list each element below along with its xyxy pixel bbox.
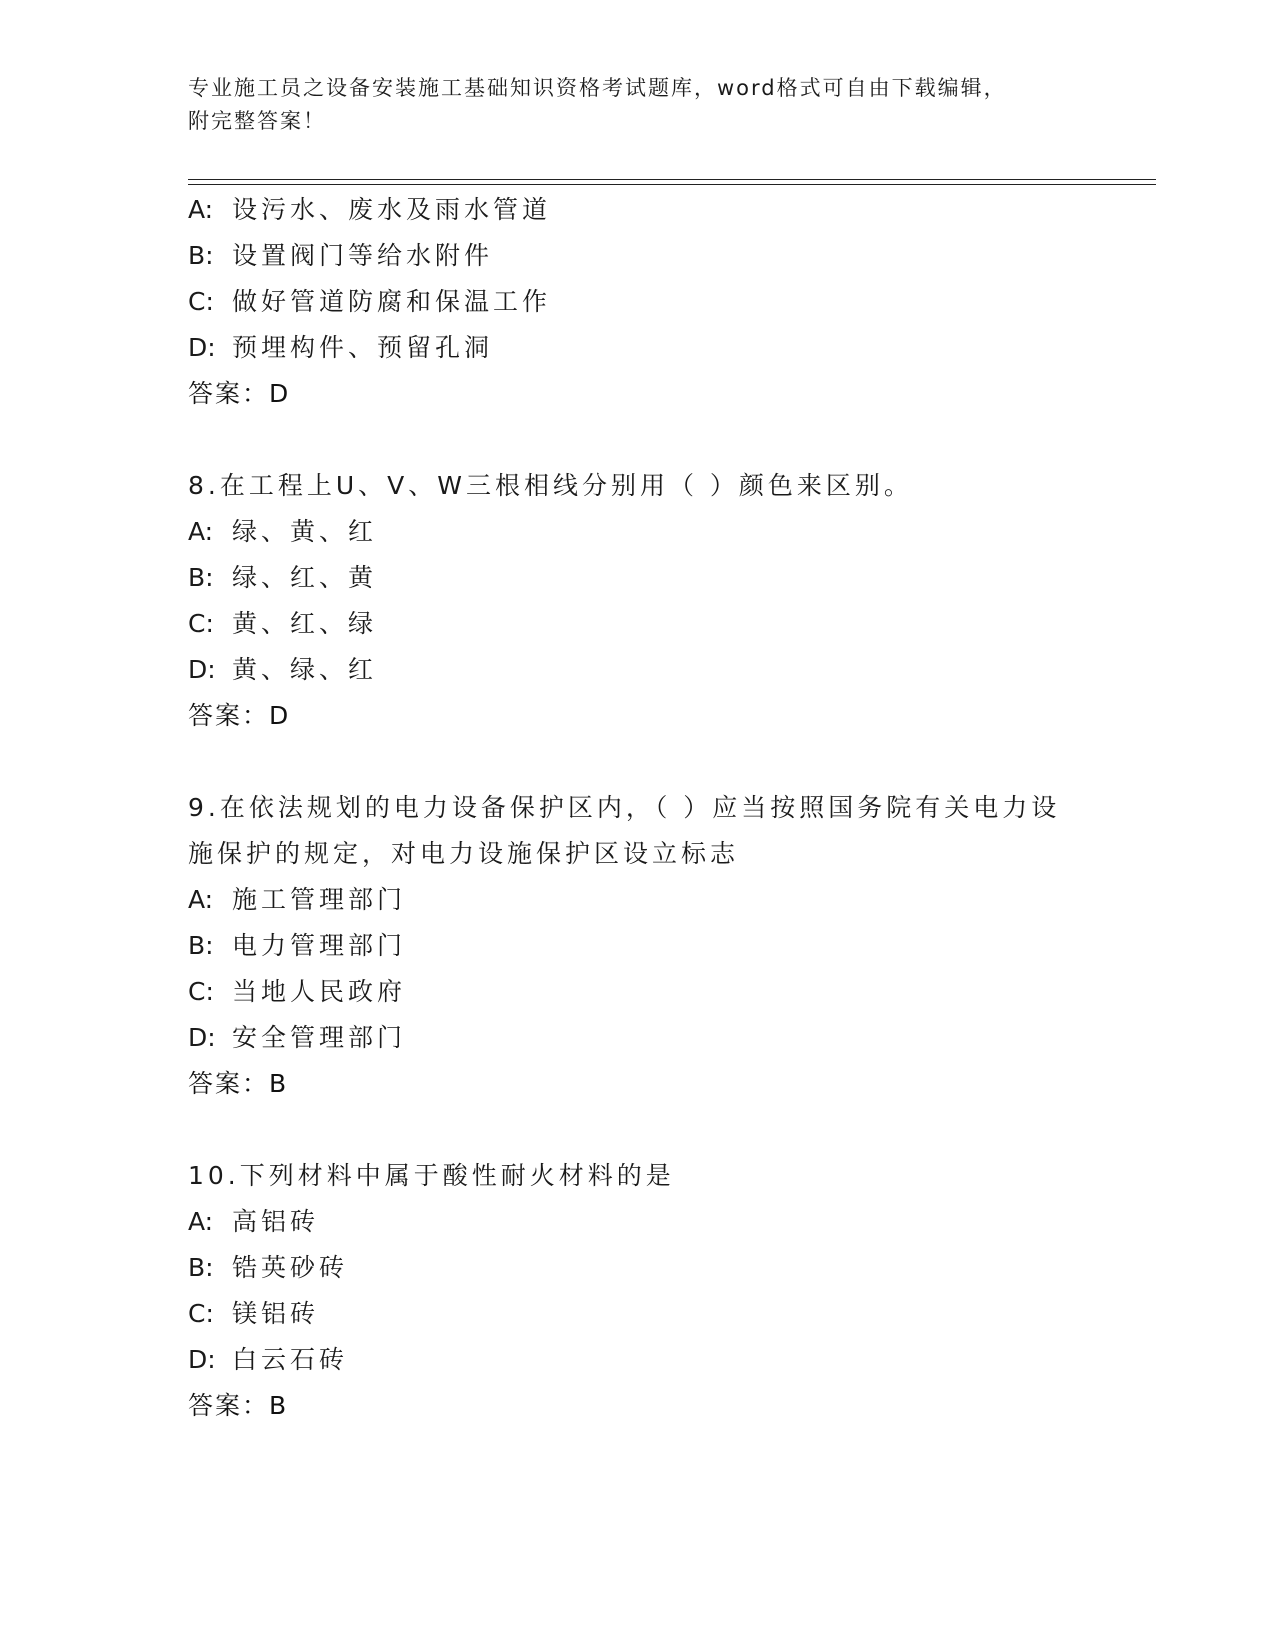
option-text: 预埋构件、预留孔洞	[232, 333, 494, 362]
option-text: 电力管理部门	[232, 931, 407, 960]
option-b	[188, 923, 1088, 969]
option-d	[188, 325, 1088, 371]
option-c	[188, 601, 1088, 647]
question-8	[188, 463, 1088, 739]
answer-line: 答案：B	[188, 1069, 289, 1098]
option-text: 安全管理部门	[232, 1023, 407, 1052]
answer-line: 答案：B	[188, 1391, 289, 1420]
option-letter: D:	[188, 333, 216, 362]
question-continued	[188, 187, 1088, 417]
option-text: 高铝砖	[232, 1207, 320, 1236]
question-list	[188, 187, 1088, 1429]
option-letter: A:	[188, 195, 214, 224]
option-d	[188, 1337, 1088, 1383]
option-text: 绿、红、黄	[232, 563, 378, 592]
answer-line: 答案：D	[188, 701, 291, 730]
option-letter: C:	[188, 609, 214, 638]
option-a	[188, 1199, 1088, 1245]
option-a	[188, 877, 1088, 923]
header-divider-top	[188, 179, 1156, 180]
option-a	[188, 509, 1088, 555]
option-text: 施工管理部门	[232, 885, 407, 914]
option-letter: D:	[188, 655, 216, 684]
option-text: 绿、黄、红	[232, 517, 378, 546]
answer-line: 答案：D	[188, 379, 291, 408]
option-text: 做好管道防腐和保温工作	[232, 287, 552, 316]
option-letter: C:	[188, 977, 214, 1006]
option-text: 设污水、废水及雨水管道	[232, 195, 552, 224]
option-text: 黄、红、绿	[232, 609, 378, 638]
option-text: 白云石砖	[232, 1345, 349, 1374]
option-text: 设置阀门等给水附件	[232, 241, 494, 270]
header-line-1: 专业施工员之设备安装施工基础知识资格考试题库，word格式可自由下载编辑，	[188, 76, 1007, 100]
question-10	[188, 1153, 1088, 1429]
option-c	[188, 969, 1088, 1015]
option-letter: C:	[188, 287, 214, 316]
question-text: 8.在工程上U、V、W三根相线分别用（ ）颜色来区别。	[188, 471, 913, 500]
option-letter: B:	[188, 931, 214, 960]
option-text: 当地人民政府	[232, 977, 407, 1006]
question-9	[188, 785, 1088, 1107]
option-b	[188, 1245, 1088, 1291]
option-b	[188, 233, 1088, 279]
option-letter: D:	[188, 1023, 216, 1052]
option-d	[188, 1015, 1088, 1061]
option-text: 黄、绿、红	[232, 655, 378, 684]
option-c	[188, 1291, 1088, 1337]
question-text: 9.在依法规划的电力设备保护区内，（ ）应当按照国务院有关电力设施保护的规定，对电力设施保护区设立标志	[188, 793, 1061, 868]
header-divider-bottom	[188, 184, 1156, 185]
document-header	[188, 72, 1088, 138]
option-b	[188, 555, 1088, 601]
option-letter: A:	[188, 517, 214, 546]
option-a	[188, 187, 1088, 233]
option-letter: A:	[188, 1207, 214, 1236]
option-letter: C:	[188, 1299, 214, 1328]
option-d	[188, 647, 1088, 693]
option-letter: B:	[188, 563, 214, 592]
option-letter: A:	[188, 885, 214, 914]
option-letter: B:	[188, 241, 214, 270]
option-letter: B:	[188, 1253, 214, 1282]
option-text: 锆英砂砖	[232, 1253, 349, 1282]
question-text: 10.下列材料中属于酸性耐火材料的是	[188, 1161, 675, 1190]
option-letter: D:	[188, 1345, 216, 1374]
header-line-2: 附完整答案！	[188, 109, 326, 133]
option-c	[188, 279, 1088, 325]
option-text: 镁铝砖	[232, 1299, 320, 1328]
